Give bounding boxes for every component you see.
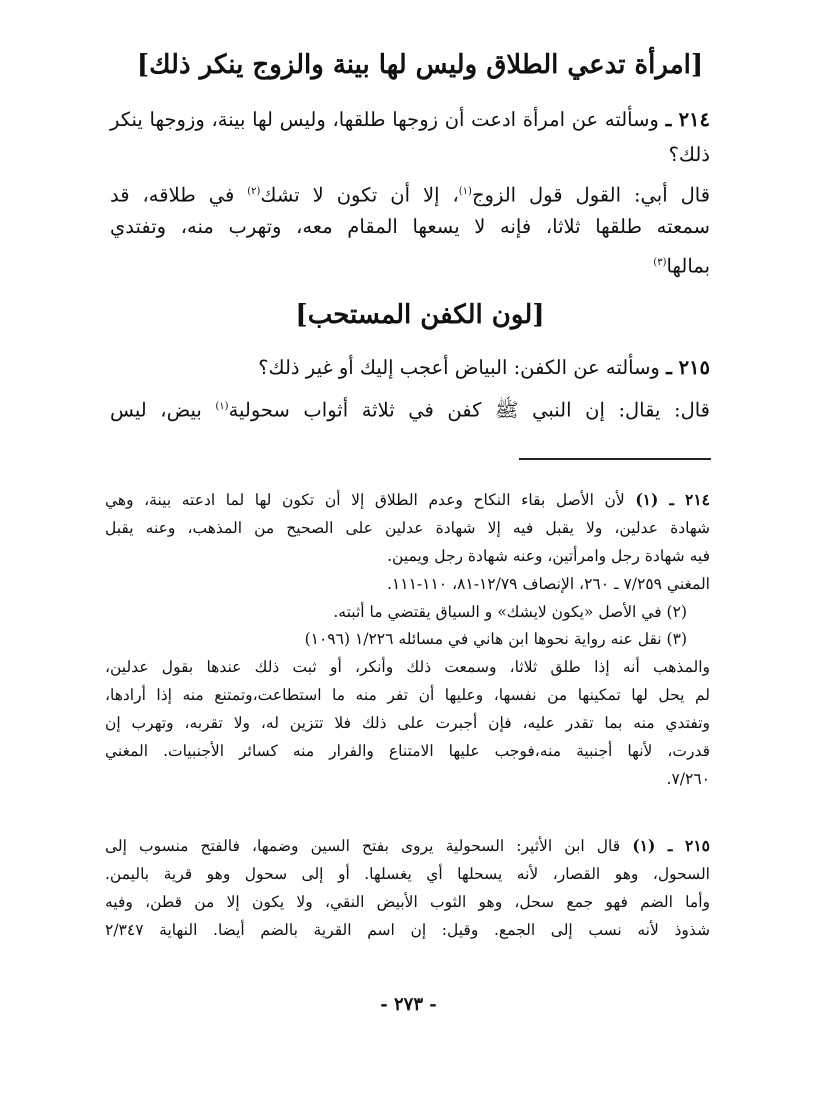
footnote-214-line-2: شهادة عدلين، ولا يقبل فيه إلا شهادة عدلين على الصحيح من المذهب، وعنه يقبل (105, 519, 710, 537)
entry-214-question-line-1: ٢١٤ ـ وسألته عن امرأة ادعت أن زوجها طلقها، وليس لها بينة، وزوجها ينكر (110, 108, 710, 131)
footnote-214-line-3: فيه شهادة رجل وامرأتين، وعنه شهادة رجل ويمين. (387, 547, 710, 565)
entry-214-answer-line-1: قال أبي: القول قول الزوج$^{(١)}$، إلا أن تكون لا تشك$^{(٢)}$ في طلاقه، قد (110, 183, 711, 207)
footnote-214-line-11: ٧/٢٦٠. (666, 770, 710, 788)
footnote-214-line-1: ٢١٤ ـ (١) لأن الأصل بقاء النكاح وعدم الطلاق إلا أن تكون لها لما ادعته بينة، وهي (105, 490, 710, 509)
footnote-214-line-9: وتفتدي منه بما تقدر عليه، فإن أجبرت على ذلك فلا تتزين له، ولا تقربه، وتهرب إن (105, 714, 710, 732)
footnote-214-note-2: (٢) في الأصل «يكون لايشك» و السياق يقتضي ما أثبته. (333, 603, 687, 621)
footnote-214-line-8: لم يحل لها تمكينها من نفسها، وعليها أن تفر منه ما استطاعت،وتمتنع منه إذا أرادها، (105, 686, 710, 704)
entry-214-question-line-2: ذلك؟ (668, 143, 710, 166)
entry-214-answer-line-2: سمعته طلقها ثلاثا، فإنه لا يسعها المقام معه، وتهرب منه، وتفتدي (110, 215, 710, 238)
footnote-separator (519, 458, 711, 460)
footnote-214-line-10: قدرت، لأنها أجنبية منه،فوجب عليها الامتناع والفرار منه كسائر الأجنبيات. المغني (105, 742, 710, 760)
footnote-ref-3: (٣) (653, 257, 667, 268)
footnote-215-line-2: السحول، وهو القصار، لأنه يسحلها أي يغسلها. أو إلى سحول وهو قرية باليمن. (105, 865, 710, 883)
footnote-label-215: ٢١٥ ـ (١) (632, 836, 710, 855)
footnote-ref-215-1: (١) (215, 401, 229, 412)
footnote-215-line-1: ٢١٥ ـ (١) قال ابن الأثير: السحولية يروى بفتح السين وضمها، فالفتح منسوب إلى (105, 836, 710, 855)
section-heading-214: [امرأة تدعي الطلاق وليس لها بينة والزوج ينكر ذلك] (136, 50, 704, 80)
section-heading-215: [لون الكفن المستحب] (295, 300, 545, 330)
footnote-ref-1: (١) (458, 186, 472, 197)
entry-215-question-line: ٢١٥ ـ وسألته عن الكفن: البياض أعجب إليك أو غير ذلك؟ (258, 356, 710, 379)
entry-214-answer-line-3: بمالها$^{(٣)}$ (653, 254, 710, 278)
footnote-215-line-4: شذوذ لأنه نسب إلى الجمع. وقيل: إن اسم القرية بالضم أيضا. النهاية ٢/٣٤٧ (105, 921, 710, 939)
footnote-ref-2: (٢) (247, 186, 261, 197)
footnote-214-line-4: المغني ٧/٢٥٩ ـ ٢٦٠، الإنصاف ١٢/٧٩-٨١، ١١٠-١١١. (386, 575, 710, 593)
footnote-214-line-7: والمذهب أنه إذا طلق ثلاثا، وسمعت ذلك وأنكر، أو ثبت ذلك عندها بقول عدلين، (105, 658, 710, 676)
entry-number-214: ٢١٤ ـ (665, 108, 710, 131)
entry-number-215: ٢١٥ ـ (666, 356, 710, 379)
footnote-label-214: ٢١٤ ـ (١) (635, 490, 710, 509)
footnote-214-note-3: (٣) نقل عنه رواية نحوها ابن هاني في مسائله ١/٢٢٦ (١٠٩٦) (304, 630, 687, 648)
page-number: - ٢٧٣ - (380, 994, 437, 1015)
footnote-215-line-3: وأما الضم فهو جمع سحل، وهو الثوب الأبيض النقي، ولا يكون إلا من قطن، وفيه (105, 893, 710, 911)
entry-215-answer-line-1: قال: يقال: إن النبي ﷺ كفن في ثلاثة أثواب سحولية$^{(١)}$ بيض، ليس (110, 398, 711, 422)
